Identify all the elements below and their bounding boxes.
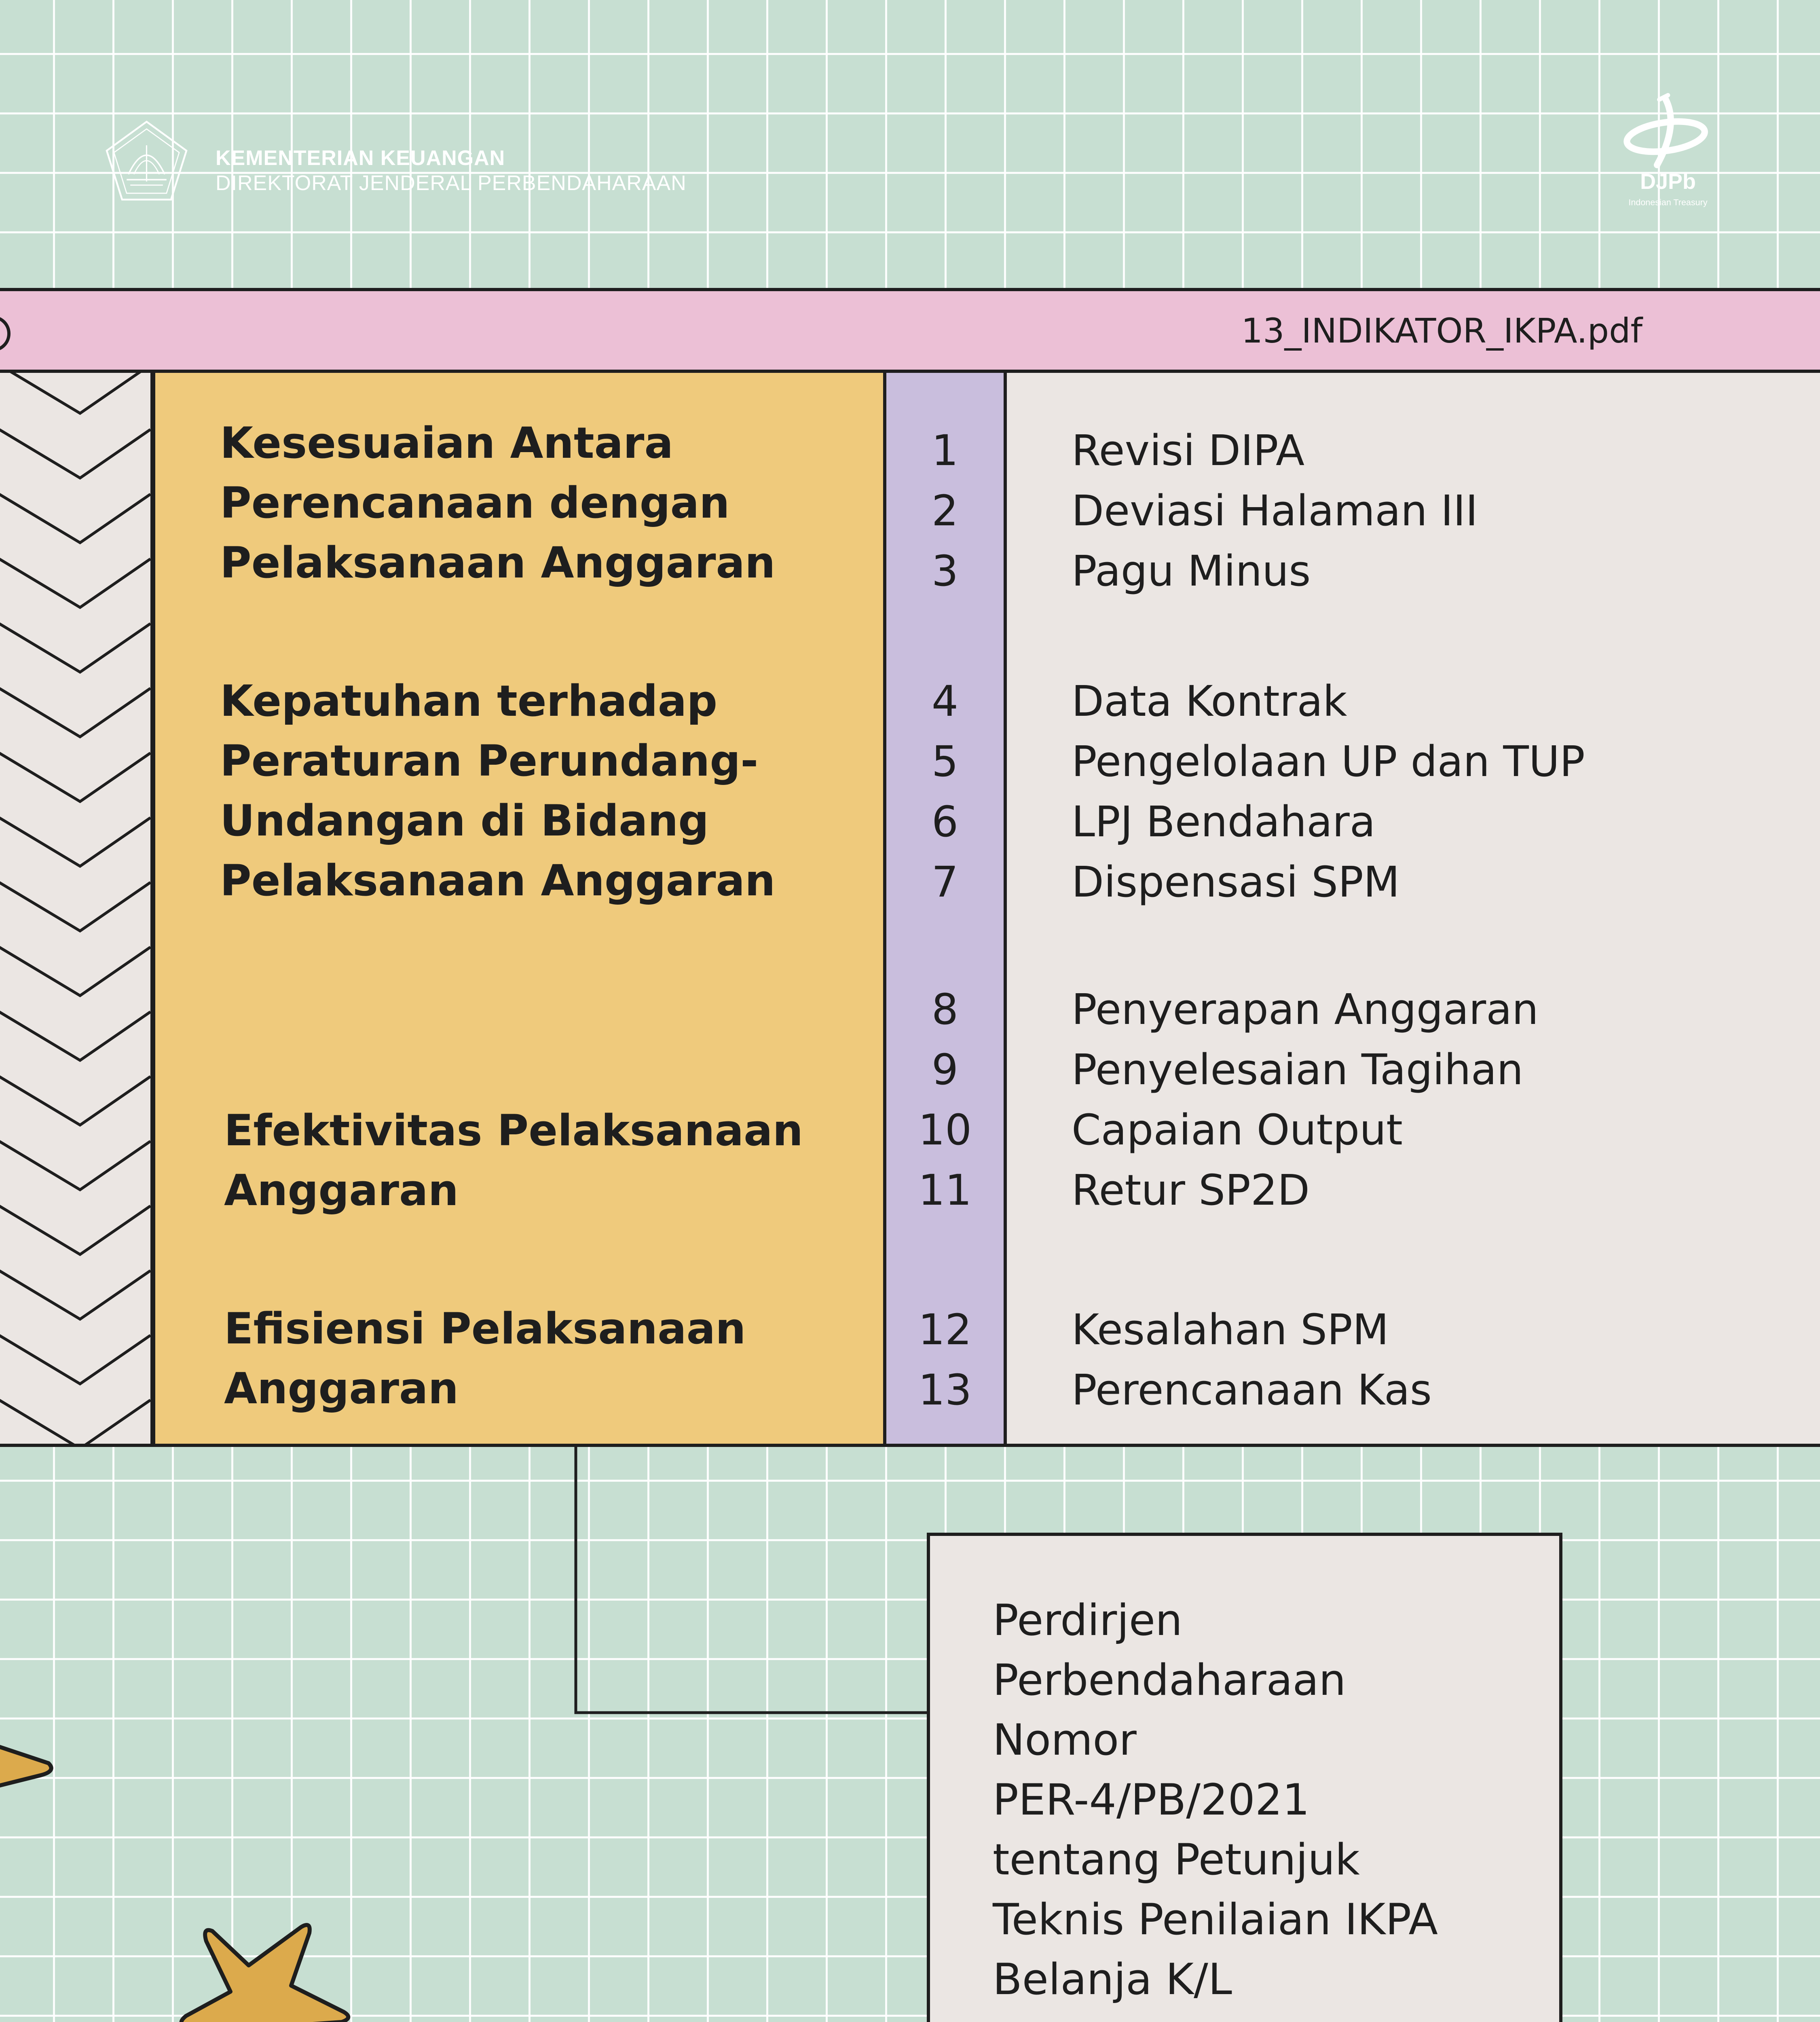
number-cell-1	[883, 373, 1007, 630]
indicator-number: 2	[931, 486, 959, 535]
category-title-line: Peraturan Perundang-	[220, 736, 759, 786]
indicator-number: 12	[918, 1305, 972, 1354]
number-cell-3	[883, 939, 1007, 1254]
logo-subtext: Indonesian Treasury	[1628, 197, 1708, 207]
file-name: 13_INDIKATOR_IKPA.pdf	[1241, 311, 1642, 351]
indicator-label: Capaian Output	[1072, 1105, 1403, 1155]
category-title-line: Undangan di Bidang	[220, 796, 709, 846]
category-title-line: Anggaran	[224, 1364, 459, 1413]
star-icon	[0, 1682, 65, 1856]
number-cell-2	[883, 627, 1007, 942]
note-line: Teknis Penilaian IKPA	[993, 1895, 1438, 1944]
indicator-number: 13	[918, 1365, 972, 1415]
indicator-number: 5	[931, 737, 959, 786]
indicator-label: Kesalahan SPM	[1072, 1305, 1389, 1354]
note-line: Perdirjen	[993, 1595, 1183, 1645]
category-title-line: Kepatuhan terhadap	[220, 676, 718, 726]
note-line: Perbendaharaan	[993, 1655, 1346, 1705]
logo-text: DJPb	[1640, 169, 1696, 194]
note-line: tentang Petunjuk	[993, 1835, 1360, 1885]
note-line: Nomor	[993, 1715, 1137, 1765]
indicator-number: 1	[931, 426, 959, 475]
kemenkeu-emblem-icon	[101, 118, 192, 205]
regulation-note-box	[927, 1533, 1562, 2022]
indicator-list-2	[1072, 671, 1585, 912]
indicator-label: Deviasi Halaman III	[1072, 486, 1478, 535]
ministry-line1: KEMENTERIAN KEUANGAN	[216, 146, 505, 170]
category-title-line: Pelaksanaan Anggaran	[220, 856, 776, 905]
indicator-label: Perencanaan Kas	[1072, 1365, 1432, 1415]
indicator-number: 4	[931, 677, 959, 726]
indicator-number: 10	[918, 1105, 972, 1155]
category-title-line: Pelaksanaan Anggaran	[220, 538, 776, 588]
category-title-line: Kesesuaian Antara	[220, 418, 673, 468]
indicator-label: Retur SP2D	[1072, 1165, 1310, 1215]
indicator-list-3	[1072, 979, 1539, 1220]
ministry-name	[216, 146, 687, 196]
indicator-label: Penyerapan Anggaran	[1072, 985, 1539, 1034]
category-cell-2	[152, 627, 886, 942]
category-title-line: Efektivitas Pelaksanaan	[224, 1106, 803, 1155]
indicator-number: 11	[918, 1165, 972, 1215]
regulation-note-text	[993, 1591, 1438, 2009]
indicator-number: 6	[931, 797, 959, 846]
indicator-label: Pengelolaan UP dan TUP	[1072, 737, 1585, 786]
indicator-label: Data Kontrak	[1072, 677, 1347, 726]
category-title-line: Perencanaan dengan	[220, 478, 730, 528]
star-icon	[174, 1909, 360, 2022]
category-cell-4	[152, 1251, 886, 1447]
note-line: Belanja K/L	[993, 1954, 1232, 2004]
category-cell-1	[152, 373, 886, 630]
window-circle-icon	[0, 315, 11, 352]
indicator-label: Pagu Minus	[1072, 546, 1311, 596]
indicator-number: 7	[931, 857, 959, 907]
file-title-bar	[0, 288, 1820, 373]
indicator-label: LPJ Bendahara	[1072, 797, 1376, 846]
indicator-number: 3	[931, 546, 959, 596]
zigzag-pattern	[0, 373, 150, 1444]
number-cell-4	[883, 1251, 1007, 1447]
indicator-label: Revisi DIPA	[1072, 426, 1305, 475]
indicator-label: Penyelesaian Tagihan	[1072, 1045, 1524, 1094]
note-line: PER-4/PB/2021	[993, 1775, 1310, 1825]
category-title-line: Efisiensi Pelaksanaan	[224, 1304, 746, 1354]
indicator-number: 9	[931, 1045, 959, 1094]
djpb-logo-icon	[1613, 93, 1723, 218]
zigzag-decoration	[0, 373, 154, 1447]
indicator-list-4	[1072, 1300, 1432, 1420]
ministry-line2: DIREKTORAT JENDERAL PERBENDAHARAAN	[216, 171, 687, 195]
indicator-list-1	[1072, 421, 1478, 601]
indicator-number: 8	[931, 985, 959, 1034]
category-cell-3	[152, 939, 886, 1254]
category-title-line: Anggaran	[224, 1165, 459, 1215]
indicator-label: Dispensasi SPM	[1072, 857, 1400, 907]
